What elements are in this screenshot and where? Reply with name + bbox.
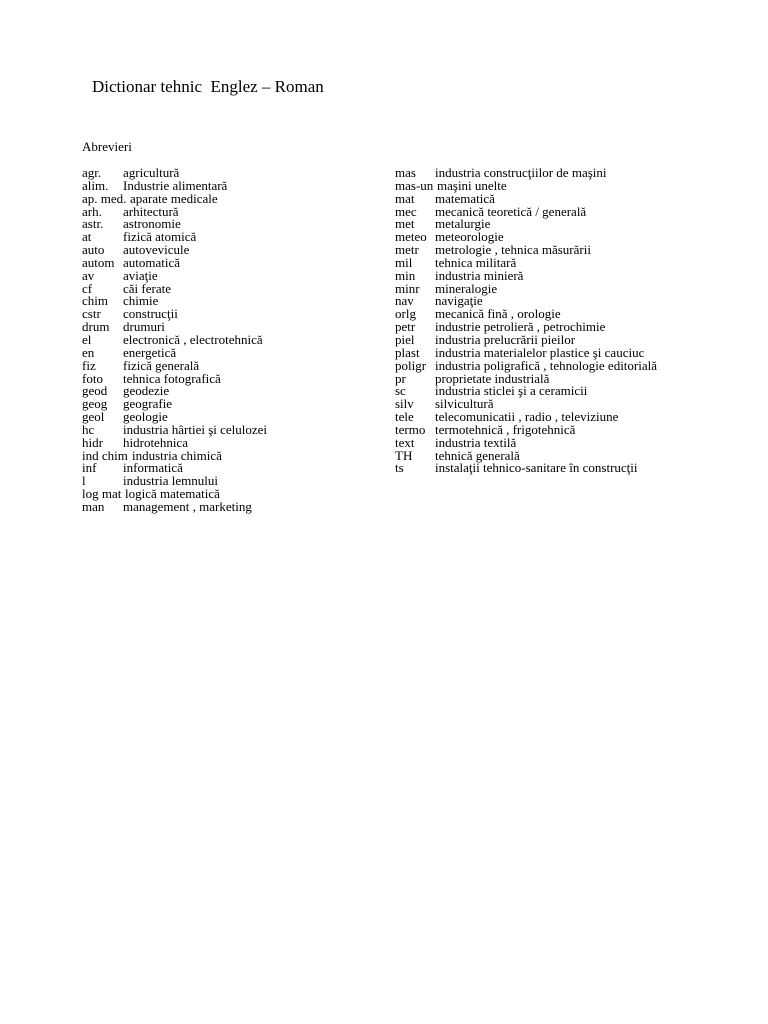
abbreviation-entry	[395, 269, 735, 282]
abbreviation-term: petr	[395, 319, 416, 335]
abbreviation-term: cstr	[82, 306, 101, 322]
abbreviation-term: cf	[82, 280, 93, 296]
abbreviation-term: orlg	[395, 306, 416, 322]
abbreviation-term: metr	[395, 242, 419, 258]
abbreviation-term: hc	[82, 421, 95, 437]
abbreviation-term: plast	[395, 344, 420, 360]
abbreviation-entry	[82, 166, 382, 179]
abbreviation-definition: industria textilă	[435, 434, 517, 450]
abbreviation-term: mas-un	[395, 177, 434, 193]
abbreviation-definition: drumuri	[123, 319, 165, 335]
abbreviation-entry	[395, 461, 735, 474]
abbreviation-entry	[82, 423, 382, 436]
abbreviation-term: ind chim	[82, 447, 128, 463]
abbreviation-entry	[82, 500, 382, 513]
abbreviation-definition: Industrie alimentară	[123, 177, 228, 193]
abbreviation-entry	[82, 179, 382, 192]
abbreviation-term: termo	[395, 421, 426, 437]
abbreviation-definition: fizică generală	[123, 357, 200, 373]
abbreviation-definition: arhitectură	[123, 203, 179, 219]
abbreviation-definition: logică matematică	[125, 486, 220, 502]
abbreviation-definition: căi ferate	[123, 280, 171, 296]
abbreviation-entry	[395, 436, 735, 449]
abbreviation-term: alim.	[82, 177, 109, 193]
abbreviation-term: pr	[395, 370, 406, 386]
abbreviation-definition: metrologie , tehnica măsurării	[435, 242, 591, 258]
abbreviation-definition: industria minieră	[435, 267, 524, 283]
abbreviation-definition: mecanică teoretică / generală	[435, 203, 587, 219]
abbreviation-term: sc	[395, 383, 406, 399]
abbreviation-definition: mecanică fină , orologie	[435, 306, 561, 322]
abbreviation-term: meteo	[395, 229, 427, 245]
abbreviation-definition: fizică atomică	[123, 229, 197, 245]
abbreviation-list-right	[395, 166, 735, 474]
abbreviation-entry	[82, 243, 382, 256]
abbreviation-definition: telecomunicatii , radio , televiziune	[435, 409, 619, 425]
abbreviation-entry	[395, 410, 735, 423]
abbreviation-term: drum	[82, 319, 110, 335]
abbreviation-definition: geografie	[123, 396, 173, 412]
abbreviation-definition: aviaţie	[123, 267, 158, 283]
abbreviation-entry	[395, 423, 735, 436]
abbreviation-definition: astronomie	[123, 216, 181, 232]
abbreviation-entry	[82, 487, 382, 500]
abbreviation-definition: aparate medicale	[130, 190, 218, 206]
abbreviation-term: l	[82, 473, 86, 489]
abbreviation-term: hidr	[82, 434, 103, 450]
abbreviation-definition: industria prelucrării pieilor	[435, 331, 576, 347]
abbreviation-list-left	[82, 166, 382, 513]
abbreviation-definition: tehnica militară	[435, 254, 517, 270]
abbreviation-term: fiz	[82, 357, 96, 373]
abbreviation-entry	[82, 333, 382, 346]
abbreviation-definition: industria lemnului	[123, 473, 218, 489]
abbreviation-definition: informatică	[123, 460, 183, 476]
abbreviation-term: mil	[395, 254, 413, 270]
abbreviation-definition: automatică	[123, 254, 181, 270]
abbreviation-term: mat	[395, 190, 415, 206]
abbreviation-entry	[395, 256, 735, 269]
abbreviation-definition: industria materialelor plastice şi cauciuc	[435, 344, 645, 360]
abbreviation-term: geod	[82, 383, 108, 399]
abbreviation-term: geog	[82, 396, 108, 412]
abbreviation-entry	[395, 192, 735, 205]
abbreviation-definition: chimie	[123, 293, 159, 309]
abbreviation-entry	[395, 243, 735, 256]
abbreviation-entry	[395, 359, 735, 372]
abbreviation-definition: geologie	[123, 409, 168, 425]
abbreviation-term: mec	[395, 203, 417, 219]
abbreviation-term: astr.	[82, 216, 104, 232]
abbreviation-definition: maşini unelte	[437, 177, 507, 193]
abbreviation-entry	[82, 410, 382, 423]
abbreviation-term: auto	[82, 242, 105, 258]
abbreviation-definition: silvicultură	[435, 396, 494, 412]
abbreviation-definition: geodezie	[123, 383, 170, 399]
abbreviation-definition: meteorologie	[435, 229, 504, 245]
abbreviation-term: tele	[395, 409, 414, 425]
abbreviation-term: met	[395, 216, 415, 232]
abbreviation-definition: industria poligrafică , tehnologie editorială	[435, 357, 658, 373]
abbreviation-term: av	[82, 267, 95, 283]
abbreviation-entry	[395, 166, 735, 179]
abbreviation-definition: hidrotehnica	[123, 434, 188, 450]
abbreviation-definition: navigaţie	[435, 293, 483, 309]
abbreviation-definition: electronică , electrotehnică	[123, 331, 263, 347]
abbreviation-term: arh.	[82, 203, 102, 219]
abbreviation-term: minr	[395, 280, 420, 296]
abbreviation-definition: mineralogie	[435, 280, 498, 296]
abbreviation-term: poligr	[395, 357, 427, 373]
abbreviation-term: en	[82, 344, 95, 360]
abbreviation-entry	[82, 192, 382, 205]
abbreviation-term: silv	[395, 396, 414, 412]
abbreviation-term: chim	[82, 293, 108, 309]
abbreviation-definition: industria sticlei şi a ceramicii	[435, 383, 588, 399]
abbreviation-term: el	[82, 331, 92, 347]
abbreviation-definition: metalurgie	[435, 216, 491, 232]
abbreviation-term: piel	[395, 331, 415, 347]
section-heading: Abrevieri	[82, 139, 132, 154]
abbreviation-term: ts	[395, 460, 404, 476]
abbreviation-definition: matematică	[435, 190, 495, 206]
abbreviation-definition: industrie petrolieră , petrochimie	[435, 319, 606, 335]
page-title: Dictionar tehnic Englez – Roman	[92, 77, 324, 96]
abbreviation-term: min	[395, 267, 416, 283]
abbreviation-definition: management , marketing	[123, 498, 252, 514]
abbreviation-definition: proprietate industrială	[435, 370, 550, 386]
abbreviation-entry	[82, 269, 382, 282]
abbreviation-term: inf	[82, 460, 97, 476]
abbreviation-definition: agricultură	[123, 165, 180, 180]
abbreviation-definition: tehnică generală	[435, 447, 520, 463]
abbreviation-definition: termotehnică , frigotehnică	[435, 421, 576, 437]
abbreviation-term: man	[82, 498, 105, 514]
abbreviation-definition: industria chimică	[132, 447, 222, 463]
abbreviation-definition: tehnica fotografică	[123, 370, 221, 386]
abbreviation-term: TH	[395, 447, 413, 463]
abbreviation-term: log mat	[82, 486, 122, 502]
abbreviation-entry	[82, 256, 382, 269]
abbreviation-entry	[82, 436, 382, 449]
abbreviation-entry	[395, 333, 735, 346]
abbreviation-definition: construcţii	[123, 306, 178, 322]
abbreviation-definition: autovevicule	[123, 242, 190, 258]
abbreviation-entry	[395, 179, 735, 192]
abbreviation-entry	[82, 359, 382, 372]
abbreviation-term: autom	[82, 254, 115, 270]
abbreviation-term: nav	[395, 293, 414, 309]
abbreviation-definition: instalaţii tehnico-sanitare în construcţii	[435, 460, 638, 476]
abbreviation-term: ap. med.	[82, 190, 127, 206]
abbreviation-entry	[395, 346, 735, 359]
abbreviation-term: foto	[82, 370, 103, 386]
abbreviation-definition: industria construcţiilor de maşini	[435, 165, 607, 180]
abbreviation-entry	[82, 346, 382, 359]
abbreviation-term: at	[82, 229, 92, 245]
abbreviation-term: agr.	[82, 165, 102, 180]
abbreviation-definition: energetică	[123, 344, 177, 360]
abbreviation-term: mas	[395, 165, 416, 180]
abbreviation-term: geol	[82, 409, 105, 425]
abbreviation-definition: industria hârtiei şi celulozei	[123, 421, 268, 437]
abbreviation-term: text	[395, 434, 415, 450]
